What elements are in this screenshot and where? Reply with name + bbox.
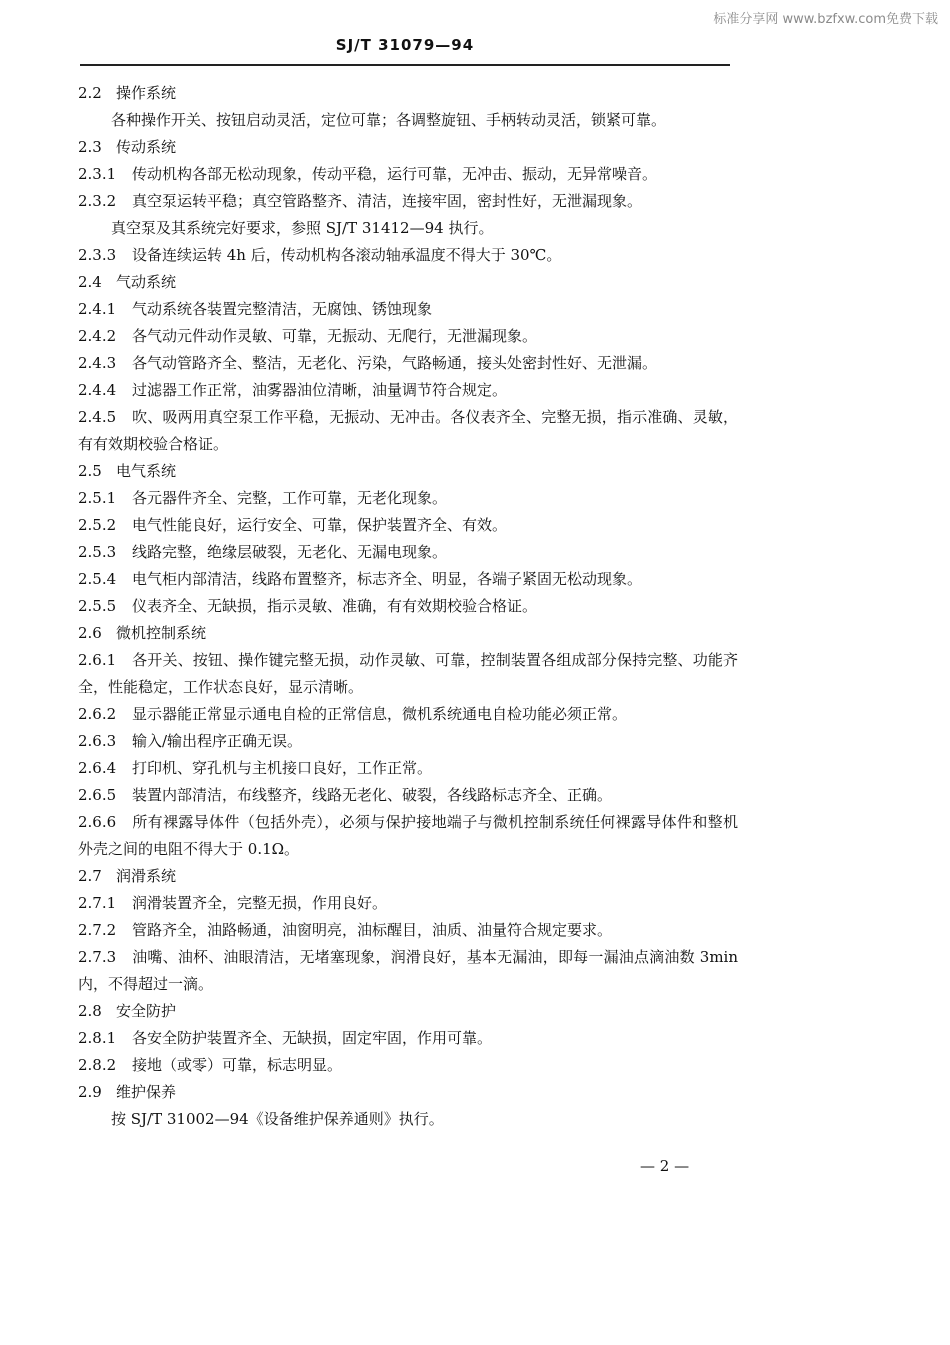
section-heading [78,269,738,296]
clause-item [78,350,738,377]
clause-text: 吹、吸两用真空泵工作平稳，无振动、无冲击。各仪表齐全、完整无损，指示准确、灵敏，有有效期校验合格证。 [78,408,738,453]
section-heading [78,458,738,485]
clause-text: 打印机、穿孔机与主机接口良好，工作正常。 [132,759,433,777]
clause-number: 2.7.3 [78,948,117,966]
clause-item [78,1025,738,1052]
clause-text: 装置内部清洁，布线整齐，线路无老化、破裂，各线路标志齐全、正确。 [132,786,613,804]
clause-number: 2.3.2 [78,192,117,210]
document-body [78,80,738,1133]
clause-number: 2.3.1 [78,165,117,183]
clause-number: 2.5.1 [78,489,117,507]
clause-number: 2.6.5 [78,786,117,804]
clause-item [78,782,738,809]
clause-number: 2.8.1 [78,1029,117,1047]
clause-text: 油嘴、油杯、油眼清洁，无堵塞现象，润滑良好，基本无漏油，即每一漏油点滴油数 3min内，不得超过一滴。 [78,948,738,993]
clause-item [78,485,738,512]
clause-number: 2.6.3 [78,732,117,750]
paragraph [78,215,738,242]
clause-number: 2.6.4 [78,759,117,777]
section-heading [78,80,738,107]
paragraph [78,107,738,134]
clause-text: 各气动管路齐全、整洁，无老化、污染，气路畅通，接头处密封性好、无泄漏。 [132,354,658,372]
clause-item [78,917,738,944]
clause-number: 2.4.2 [78,327,117,345]
section-heading [78,1079,738,1106]
section-heading [78,863,738,890]
clause-number: 2.2 [78,84,102,102]
clause-text: 显示器能正常显示通电自检的正常信息，微机系统通电自检功能必须正常。 [132,705,628,723]
clause-text: 微机控制系统 [116,624,207,642]
clause-number: 2.7 [78,867,102,885]
header-divider [80,64,730,66]
clause-text: 操作系统 [116,84,177,102]
clause-number: 2.3.3 [78,246,117,264]
clause-text: 气动系统 [116,273,177,291]
clause-item [78,161,738,188]
clause-item [78,296,738,323]
page-number: — 2 — [640,1157,690,1175]
clause-text: 输入/输出程序正确无误。 [132,732,303,750]
clause-item [78,944,738,998]
clause-number: 2.4.4 [78,381,117,399]
clause-item [78,539,738,566]
clause-text: 气动系统各装置完整清洁，无腐蚀、锈蚀现象 [132,300,433,318]
clause-number: 2.6.2 [78,705,117,723]
clause-item [78,242,738,269]
section-heading [78,134,738,161]
clause-number: 2.4 [78,273,102,291]
clause-item [78,593,738,620]
clause-text: 润滑系统 [116,867,177,885]
section-heading [78,998,738,1025]
clause-number: 2.5.3 [78,543,117,561]
clause-number: 2.6 [78,624,102,642]
clause-text: 设备连续运转 4h 后，传动机构各滚动轴承温度不得大于 30℃。 [132,246,562,264]
clause-item [78,755,738,782]
clause-number: 2.5.4 [78,570,117,588]
clause-item [78,323,738,350]
paragraph [78,1106,738,1133]
clause-number: 2.7.2 [78,921,117,939]
watermark: 标准分享网 www.bzfxw.com免费下载 [713,12,938,27]
clause-item [78,377,738,404]
clause-text: 电气系统 [116,462,177,480]
clause-text: 各开关、按钮、操作键完整无损，动作灵敏、可靠，控制装置各组成部分保持完整、功能齐全，性能稳定，工作状态良好，显示清晰。 [78,651,738,696]
clause-text: 各种操作开关、按钮启动灵活，定位可靠；各调整旋钮、手柄转动灵活，锁紧可靠。 [111,111,667,129]
clause-number: 2.5 [78,462,102,480]
clause-item [78,728,738,755]
clause-number: 2.6.6 [78,813,117,831]
clause-text: 管路齐全，油路畅通，油窗明亮，油标醒目，油质、油量符合规定要求。 [132,921,613,939]
clause-text: 各安全防护装置齐全、无缺损，固定牢固，作用可靠。 [132,1029,493,1047]
clause-number: 2.3 [78,138,102,156]
clause-text: 电气柜内部清洁，线路布置整齐，标志齐全、明显，各端子紧固无松动现象。 [132,570,643,588]
clause-item [78,701,738,728]
clause-text: 过滤器工作正常，油雾器油位清晰，油量调节符合规定。 [132,381,508,399]
clause-item [78,566,738,593]
clause-text: 线路完整，绝缘层破裂，无老化、无漏电现象。 [132,543,448,561]
clause-item [78,512,738,539]
clause-item [78,1052,738,1079]
clause-text: 传动系统 [116,138,177,156]
clause-text: 安全防护 [116,1002,177,1020]
clause-number: 2.8 [78,1002,102,1020]
clause-text: 仪表齐全、无缺损，指示灵敏、准确，有有效期校验合格证。 [132,597,538,615]
clause-text: 各元器件齐全、完整，工作可靠，无老化现象。 [132,489,448,507]
clause-number: 2.4.1 [78,300,117,318]
clause-item [78,188,738,215]
clause-text: 真空泵运转平稳；真空管路整齐、清洁，连接牢固，密封性好，无泄漏现象。 [132,192,643,210]
clause-text: 电气性能良好，运行安全、可靠，保护装置齐全、有效。 [132,516,508,534]
clause-number: 2.6.1 [78,651,117,669]
clause-number: 2.9 [78,1083,102,1101]
clause-item [78,890,738,917]
standard-code-header: SJ/T 31079—94 [335,36,475,54]
clause-text: 传动机构各部无松动现象，传动平稳，运行可靠，无冲击、振动，无异常噪音。 [132,165,658,183]
clause-text: 按 SJ/T 31002—94《设备维护保养通则》执行。 [111,1110,444,1128]
clause-text: 所有裸露导体件（包括外壳），必须与保护接地端子与微机控制系统任何裸露导体件和整机外壳之间的电阻不得大于 0.1Ω。 [78,813,738,858]
clause-text: 维护保养 [116,1083,177,1101]
clause-text: 接地（或零）可靠，标志明显。 [132,1056,343,1074]
clause-number: 2.5.2 [78,516,117,534]
clause-number: 2.4.5 [78,408,117,426]
clause-number: 2.7.1 [78,894,117,912]
clause-text: 真空泵及其系统完好要求，参照 SJ/T 31412—94 执行。 [111,219,494,237]
clause-number: 2.4.3 [78,354,117,372]
section-heading [78,620,738,647]
clause-number: 2.8.2 [78,1056,117,1074]
clause-item [78,647,738,701]
clause-item [78,404,738,458]
clause-text: 润滑装置齐全，完整无损，作用良好。 [132,894,388,912]
clause-number: 2.5.5 [78,597,117,615]
clause-item [78,809,738,863]
clause-text: 各气动元件动作灵敏、可靠，无振动、无爬行，无泄漏现象。 [132,327,538,345]
